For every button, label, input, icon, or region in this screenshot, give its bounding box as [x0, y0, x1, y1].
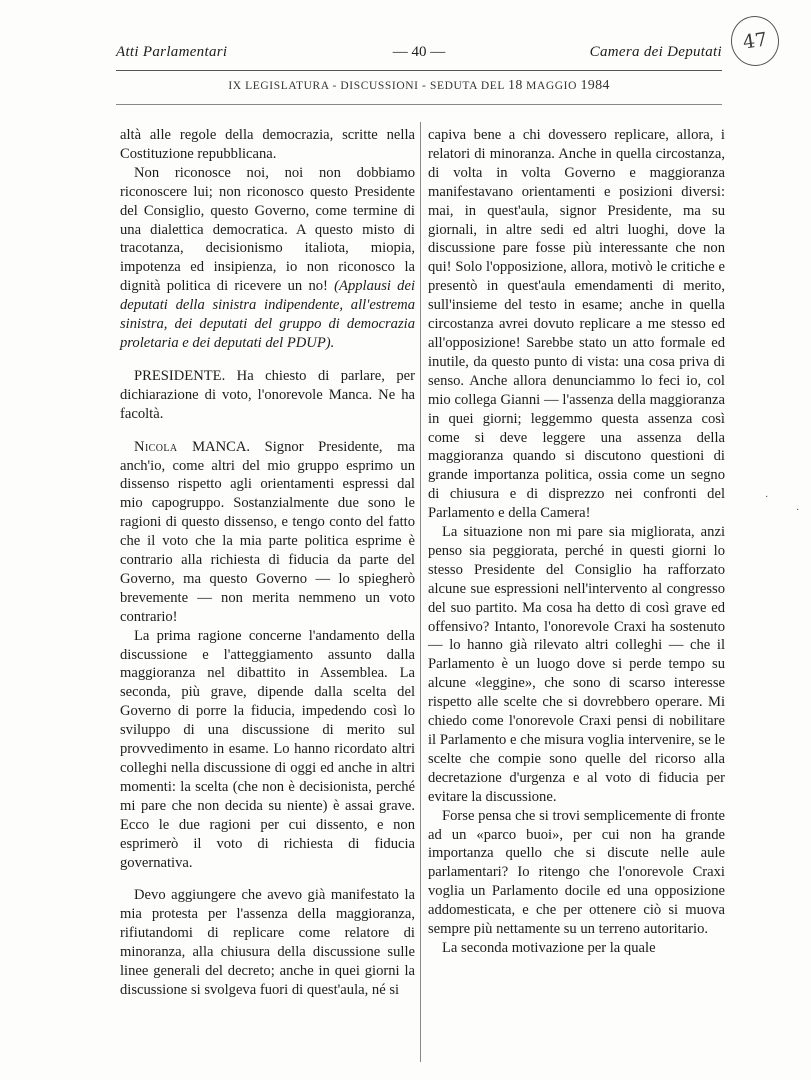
session-year: 1984 [580, 78, 610, 93]
page-number: — 40 — [392, 44, 446, 60]
paragraph [120, 438, 415, 627]
paragraph: Forse pensa che si trovi semplicemente di fronte ad un «parco buoi», per cui non ha grande importanza quello che si discute nelle aule parlamentari? Io ritengo che l'onorevole Craxi voglia un Parlamento docile ed una opposizione addomesticata, e che per ottenere ciò si muova sempre più nettamente su un terreno autoritario. [428, 807, 725, 938]
chamber-title: Camera dei Deputati [589, 44, 722, 60]
header-rule [116, 70, 722, 71]
paragraph: La seconda motivazione per la quale [442, 939, 656, 956]
applause-note: (Applausi dei deputati della sinistra indipendente, all'estrema sinistra, dei deputati del gruppo di democrazia proletaria e dei deputati del PDUP). [120, 278, 415, 351]
speaker-surname: MANCA. [177, 438, 265, 455]
session-prefix: IX LEGISLATURA - DISCUSSIONI - SEDUTA DEL [228, 80, 509, 92]
speaker-first-name: Nicola [134, 438, 178, 455]
scan-speck: · [796, 505, 800, 516]
right-column [428, 126, 725, 958]
column-divider [420, 122, 421, 1062]
left-column [120, 126, 415, 1000]
speech-text: Signor Presidente, ma anch'io, come altri del mio gruppo esprimo un dissenso rispetto agli orientamenti espressi dal mio capogruppo. Sostanzialmente due sono le ragioni di questo dissenso, e tengo conto del fatto che il voto che la mia parte politica esprime è contrario alla richiesta di fiducia da parte del Governo, ma questo Governo — lo spiegherò brevemente — non merita nemmeno un voto contrario! [120, 438, 415, 625]
publication-title: Atti Parlamentari [116, 44, 228, 60]
paragraph: capiva bene a chi dovessero replicare, allora, i relatori di minoranza. Anche in quella circostanza, di volta in volta Governo e maggioranza manifestavano orientamenti e posizioni diversi: mai, in quest'aula, signor Presidente, ma su giornali, in altre sedi ed altri luoghi, dove la discussione pare fosse più interessante che non qui! Solo l'opposizione, allora, motivò le critiche e presentò in quest'aula emendamenti di merito, sull'insieme del testo in esame; anche in quella circostanza avrei dovuto replicare a me stesso ed all'opposizione! Sarebbe stato un atto formale ed inutile, da questo punto di vista: una cosa priva di senso. Anche allora denunciammo lo feci io, col mio collega Gianni — l'assenza della maggioranza in quei giorni; leggemmo questa assenza così come si deve leggere una assenza della maggioranza quando si discutono questioni di grande importanza politica, ossia come un segno di chiusura e di disprezzo nei confronti del Parlamento e della Camera! [428, 127, 725, 522]
paragraph: La situazione non mi pare sia migliorata, anzi penso sia peggiorata, perché in questi giorni lo stesso Presidente del Consiglio ha rafforzato alcune sue espressioni nell'intervento al congresso del suo partito. Ma cosa ha detto di così grave ed offensivo? Intanto, l'onorevole Craxi ha sostenuto — lo hanno già rilevato altri colleghi — che il Parlamento è un luogo dove si perde tempo su alcune «leggine», che sono di scarso interesse rispetto alle scelte che si dovrebbero operare. Mi chiedo come l'onorevole Craxi pensi di nobilitare il Parlamento e che misura voglia intervenire, se le scelte che compie sono quelle del ricorso alla decretazione d'urgenza e al voto di fiducia per evitare la discussione. [428, 524, 725, 805]
session-day: 18 [508, 78, 523, 93]
subheader-rule [116, 104, 722, 105]
paragraph: altà alle regole della democrazia, scritte nella Costituzione repubblicana. [120, 127, 415, 162]
speech-text: Non riconosce noi, noi non dobbiamo riconoscere lui; non riconosco questo Presidente del Consiglio, questo Governo, come termine di una dialettica democratica. A questo misto di tracotanza, decisionismo italiota, miopia, impotenza ed insipienza, io non riconosco la dignità politica di ricevere un no! [120, 164, 415, 295]
paragraph: Devo aggiungere che avevo già manifestato la mia protesta per l'assenza della maggioranza, rifiutandomi di replicare come relatore di minoranza, alla chiusura della discussione sulle linee generali del decreto; anche in quei giorni la discussione si svolgeva fuori di quest'aula, né si [120, 887, 415, 998]
paragraph: La prima ragione concerne l'andamento della discussione e l'atteggiamento assunto dalla maggioranza nel dibattito in Assemblea. La seconda, più grave, dipende dalla scelta del Governo di porre la fiducia, impedendo così lo sviluppo di una discussione di merito sul provvedimento in esame. Lo hanno ricordato altri colleghi nella discussione di oggi ed anche in altri momenti: la scelta (che non è decisionista, perché mi pare che non decida su niente) è assai grave. Ecco le due ragioni per cui dissento, e non esprimerò il voto di richiesta di fiducia governativa. [120, 627, 415, 871]
session-subheader [116, 78, 722, 94]
paragraph: PRESIDENTE. Ha chiesto di parlare, per dichiarazione di voto, l'onorevole Manca. Ne ha facoltà. [120, 367, 415, 422]
page-header [116, 40, 722, 64]
archive-stamp [728, 13, 782, 69]
session-month: MAGGIO [522, 80, 581, 92]
stamp-number: 47 [741, 28, 769, 54]
paragraph [120, 164, 415, 353]
scan-speck: · [765, 492, 769, 503]
